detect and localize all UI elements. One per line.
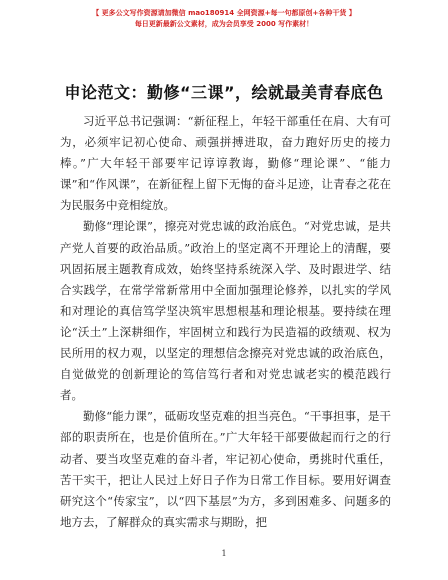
page-number: 1	[221, 549, 227, 558]
article-body	[60, 111, 391, 533]
promo-banner	[0, 8, 448, 30]
article-title: 申论范文：勤修“三课”，绘就最美青春底色	[64, 83, 384, 102]
paragraph-ability: 勤修“能力课”，砥砺攻坚克难的担当亮色。“干事担事，是干部的职责所在，也是价值所在。”广大年轻干部要做起而行之的行动者、要当攻坚克难的奋斗者，牢记初心使命，勇挑时代重任，苦干实干，把让人民过上好日子作为日常工作目标。要用好调查研究这个“传家宝”，以“四下基层”为方，多到困难多、问题多的地方去，了解群众的真实需求与期盼，把	[60, 409, 391, 529]
promo-line-1: 【 更多公文写作资源请加微信 mao180914 全网资源+每一句都原创+各种干货 】	[92, 9, 356, 17]
paragraph-theory: 勤修“理论课”，擦亮对党忠诚的政治底色。“对党忠诚，是共产党人首要的政治品质。”政治上的坚定离不开理论上的清醒，要巩固拓展主题教育成效，始终坚持系统深入学、及时跟进学、结合实践学，在常学常新常用中全面加强理论修养，以扎实的学风和对理论的真信笃学坚决筑牢思想根基和理论根基。要持续在理论“沃土”上深耕细作，牢固树立和践行为民造福的政绩观、权为民所用的权力观，以坚定的理想信念擦亮对党忠诚的政治底色，自觉做党的创新理论的笃信笃行者和对党忠诚老实的模范践行者。	[60, 219, 391, 403]
paragraph-intro: 习近平总书记强调：“新征程上，年轻干部重任在肩、大有可为，必须牢记初心使命、顽强拼搏进取，奋力跑好历史的接力棒。”广大年轻干部要牢记谆谆教诲，勤修“理论课”、“能力课”和“作风课”，在新征程上留下无悔的奋斗足迹，让青春之花在为民服务中竞相绽放。	[60, 114, 391, 213]
promo-line-2: 每日更新最新公文素材，成为会员享受 2000 写作素材！	[134, 20, 314, 28]
